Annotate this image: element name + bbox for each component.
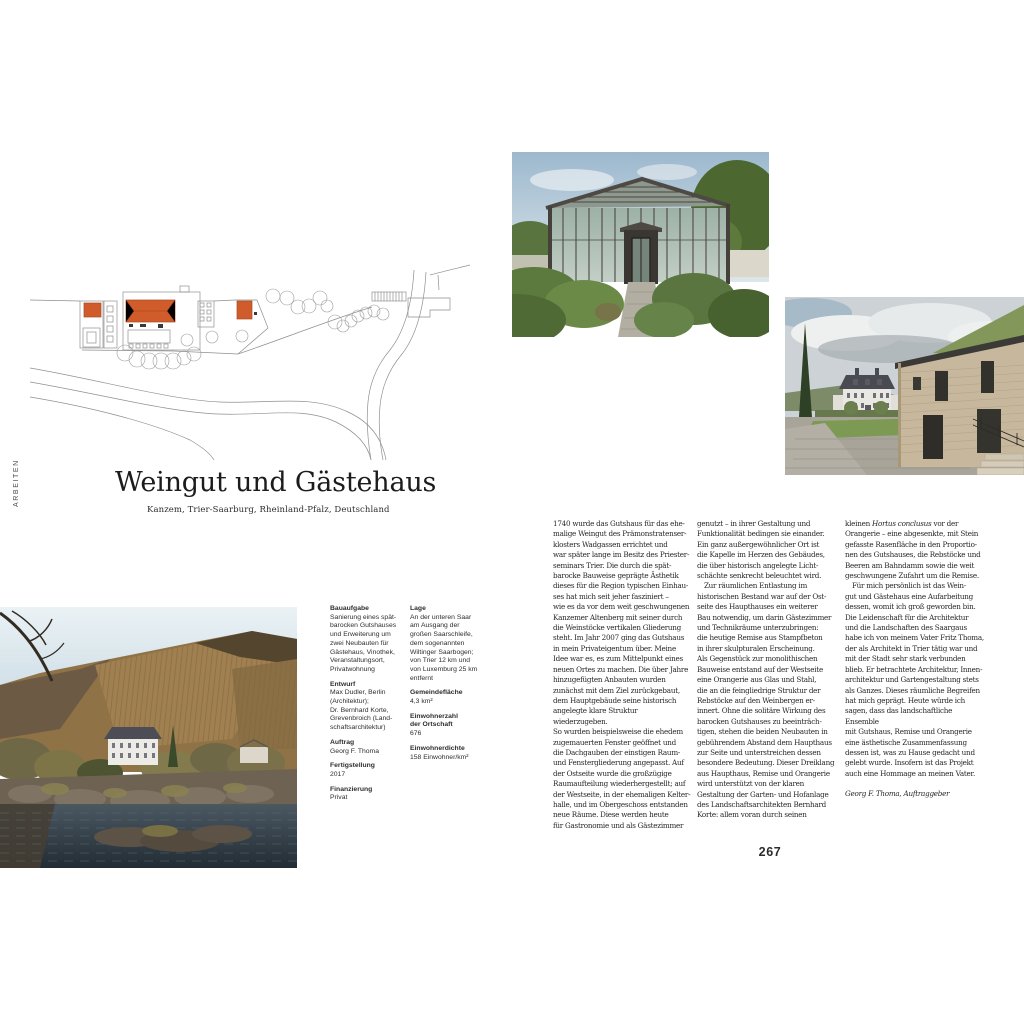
page-title: Weingut und Gästehaus xyxy=(115,467,437,498)
site-plan-drawing xyxy=(30,150,470,460)
plan-highlighted-buildings xyxy=(84,300,257,328)
page-number: 267 xyxy=(758,845,782,859)
body-text-column-2: genutzt – in ihrer Gestaltung und Funktionalität bedingen sie einander. Ein ganz außergewöhnlicher Ort ist die Kapelle im Herzen des Gebäudes, die über historisch angelegte Licht- schächte senkrecht beleuchtet wird. Zur räumlichen Entlastung im historischen Bestand war auf der Ost- seite des Haupthauses ein weiterer Bau notwendig, um darin Gästezimmer und Technikräume unterzubringen: die heutige Remise aus Stampfbeton in ihrer skulpturalen Erscheinung. Als Gegenstück zur monolithischen Bauweise entstand auf der Westseite eine Orangerie aus Glas und Stahl, die an die feingliedrige Struktur der Rebstöcke auf den Weinbergen er- innert. Ohne die solitäre Wirkung des barocken Gutshauses zu beeinträch- tigen, stehen die beiden Neubauten in gebührendem Abstand dem Haupthaus zur Seite und unterstreichen dessen besondere Bedeutung. Dieser Dreiklang aus Haupthaus, Remise und Orangerie wird unterstützt von der klaren Gestaltung der Garten- und Hofanlage des Landschaftsarchitekten Bernhard Korte: allem voran durch seinen xyxy=(697,519,835,820)
photo-remise xyxy=(785,297,1024,475)
page-subtitle-location: Kanzem, Trier-Saarburg, Rheinland-Pfalz, Deutschland xyxy=(147,505,390,515)
meta-entry: Einwohnerzahl der Ortschaft 676 xyxy=(410,712,458,738)
body-col3-first-line xyxy=(845,519,985,529)
photo-river-landscape xyxy=(0,607,297,868)
body-text: vor der xyxy=(931,519,959,528)
meta-entry: Gemeindefläche 4,3 km² xyxy=(410,689,463,706)
meta-entry: Lage An der unteren Saar am Ausgang der großen Saarschleife, dem sogenannten Wiltinger Saarbogen; von Trier 12 km und von Luxemburg 25 km entfernt xyxy=(410,605,478,682)
body-text: Orangerie – eine abgesenkte, mit Stein gefasste Rasenfläche in den Proportio- nen des Gutshauses, die Rebstöcke und Beeren am Bahndamm sowie die weit geschwungene Zufahrt um die Remise. Für mich persönlich ist das Wein- gut und Gästehaus eine Aufarbeitung dessen, womit ich groß geworden bin. Die Leidenschaft für die Architektur und die Landschaften des Saargaus habe ich von meinem Vater Fritz Thoma, der als Architekt in Trier tätig war und mit der Stadt sehr stark verbunden blieb. Er betrachtete Architektur, Innen- architektur und Gartengestaltung stets als Ganzes. Dieses räumliche Begreifen hat mich geprägt. Heute würde ich sagen, dass das landschaftliche Ensemble mit Gutshaus, Remise und Orangerie eine ästhetische Zusammenfassung dessen ist, was zu Hause gedacht und gelebt wurde. Insofern ist das Projekt auch eine Hommage an meinen Vater. xyxy=(845,529,984,778)
orangerie-photo-art xyxy=(512,152,769,337)
meta-entry: Entwurf Max Dudler, Berlin (Architektur); Dr. Bernhard Korte, Grevenbroich (Land- schaftsarchitektur) xyxy=(330,680,393,732)
remise-photo-art xyxy=(785,297,1024,475)
site-plan-figure xyxy=(30,150,470,460)
meta-entry: Bauaufgabe Sanierung eines spät- barocken Gutshauses und Erweiterung um zwei Neubauten für Gästehaus, Vinothek, Veranstaltungsort, Privatwohnung xyxy=(330,605,397,673)
meta-entry: Finanzierung Privat xyxy=(330,785,373,802)
meta-entry: Einwohnerdichte 158 Einwohner/km² xyxy=(410,744,469,761)
margin-section-label: ARBEITEN xyxy=(13,459,20,507)
body-text-column-3 xyxy=(845,519,985,800)
project-meta-column-1 xyxy=(330,605,406,809)
body-text-column-1: 1740 wurde das Gutshaus für das ehe- malige Weingut des Prämonstratenser- klosters Wadgassen errichtet und war später lange im Besitz des Priester- seminars Trier. Die durch die spät- barocke Bauweise geprägte Ästhetik dieses für die Region typischen Einhau- ses hat mich seit jeher fasziniert – wie es da vor dem weit geschwungenen Kanzemer Altenberg mit seiner durch die Weinstöcke vertikalen Gliederung steht. Im Jahr 2007 ging das Gutshaus in mein Privateigentum über. Meine Idee war es, es zum Mittelpunkt eines neuen Ortes zu machen. Die über Jahre hinzugefügten Anbauten wurden zunächst mit dem Ziel zurückgebaut, dem Hauptgebäude seine historisch angelegte klare Struktur wiederzugeben. So wurden beispielsweise die ehedem zugemauerten Fenster geöffnet und die Dachgauben der einstigen Raum- und Fenstergliederung angepasst. Auf der Ostseite wurde die großzügige Raumaufteilung wiederhergestellt; auf der Westseite, in der ehemaligen Kelter- halle, und im Obergeschoss entstanden neue Räume. Diese werden heute für Gastronomie und als Gästezimmer xyxy=(553,519,691,830)
meta-entry: Auftrag Georg F. Thoma xyxy=(330,738,379,755)
latin-term-italic: Hortus conclusus xyxy=(872,519,932,528)
project-meta-column-2 xyxy=(410,605,492,768)
river-photo-art xyxy=(0,607,297,868)
author-signature: Georg F. Thoma, Auftraggeber xyxy=(845,789,950,799)
photo-orangerie xyxy=(512,152,769,337)
body-text: kleinen xyxy=(845,519,873,528)
meta-entry: Fertigstellung 2017 xyxy=(330,762,375,778)
